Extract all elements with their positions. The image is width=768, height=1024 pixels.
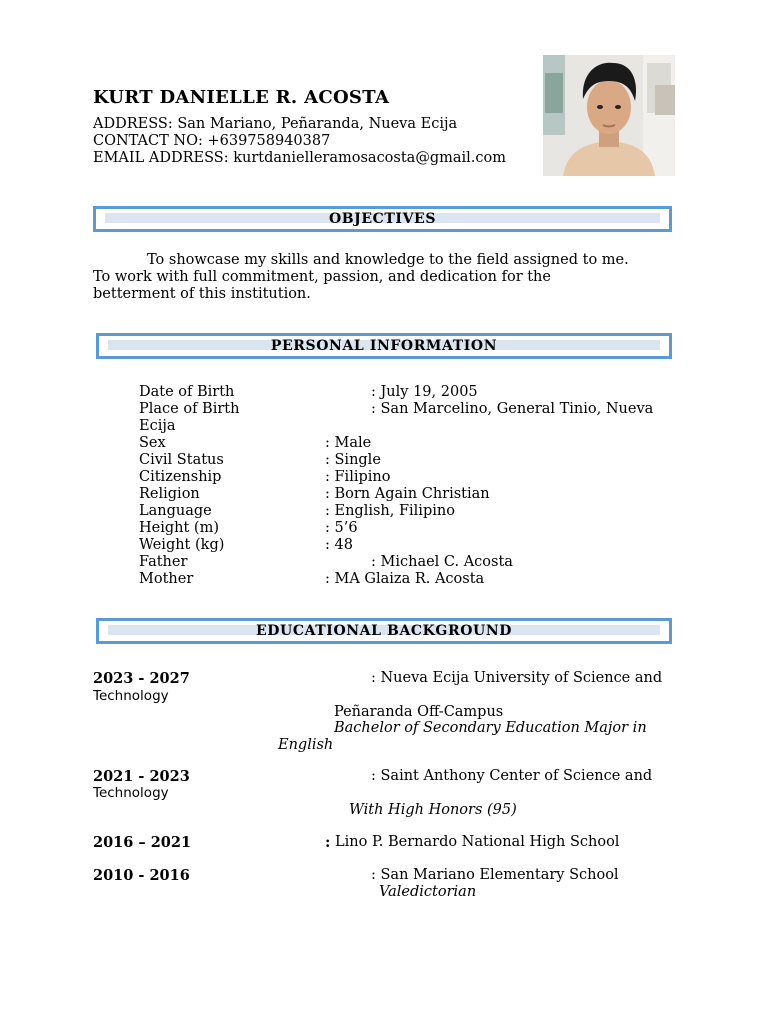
pi-value: : San Marcelino, General Tinio, Nueva [371, 401, 654, 417]
edu-school: : Saint Anthony Center of Science and [371, 768, 653, 784]
pi-label: Date of Birth [139, 384, 235, 400]
pi-label: Father [139, 554, 188, 570]
email-line: EMAIL ADDRESS: kurtdanielleramosacosta@gmail.com [93, 150, 506, 166]
profile-photo [543, 55, 675, 176]
applicant-name: KURT DANIELLE R. ACOSTA [93, 87, 390, 108]
pi-value: : Filipino [325, 469, 391, 485]
pi-label: Citizenship [139, 469, 222, 485]
edu-school: : Nueva Ecija University of Science and [371, 670, 663, 686]
edu-years: 2023 - 2027 [93, 670, 190, 687]
objectives-text [93, 252, 673, 303]
edu-years: 2021 - 2023 [93, 768, 190, 785]
pi-value: : Michael C. Acosta [371, 554, 513, 570]
pi-label: Civil Status [139, 452, 224, 468]
edu-degree: Bachelor of Secondary Education Major in [334, 720, 647, 736]
pi-label: Language [139, 503, 212, 519]
pi-value: : 5’6 [325, 520, 358, 536]
edu-school: Lino P. Bernardo National High School [335, 834, 620, 850]
edu-honor: Valedictorian [379, 884, 477, 900]
address-line: ADDRESS: San Mariano, Peñaranda, Nueva Ecija [93, 116, 458, 132]
objective-line: To showcase my skills and knowledge to the field assigned to me. [147, 252, 629, 268]
pi-label: Mother [139, 571, 194, 587]
pi-label: Height (m) [139, 520, 219, 536]
edu-years: 2016 – 2021 [93, 834, 192, 851]
pi-label: Sex [139, 435, 166, 451]
pi-label: Weight (kg) [139, 537, 225, 553]
section-title: EDUCATIONAL BACKGROUND [256, 623, 512, 638]
pi-value: : Born Again Christian [325, 486, 490, 502]
edu-school: : San Mariano Elementary School [371, 867, 619, 883]
edu-years: 2010 - 2016 [93, 867, 190, 884]
edu-degree-cont: English [278, 737, 334, 753]
objective-line: To work with full commitment, passion, and dedication for the [93, 269, 551, 285]
contact-line: CONTACT NO: +639758940387 [93, 133, 331, 149]
edu-school-cont: Technology [93, 785, 169, 801]
pi-value: : July 19, 2005 [371, 384, 478, 400]
pi-label: Religion [139, 486, 200, 502]
section-objectives [93, 206, 672, 232]
pi-value: : Single [325, 452, 381, 468]
objective-line: betterment of this institution. [93, 286, 311, 302]
edu-colon: : [325, 834, 331, 851]
pi-value: : Male [325, 435, 372, 451]
pi-label: Place of Birth [139, 401, 240, 417]
section-educational-background [96, 618, 672, 644]
edu-school-cont: Technology [93, 688, 169, 704]
section-title: OBJECTIVES [328, 211, 437, 226]
pi-value: : 48 [325, 537, 353, 553]
edu-campus: Peñaranda Off-Campus [334, 704, 504, 720]
edu-honor: With High Honors (95) [349, 802, 517, 818]
section-personal-information [96, 333, 672, 359]
pi-label-cont: Ecija [139, 418, 176, 434]
pi-value: : MA Glaiza R. Acosta [325, 571, 485, 587]
section-title: PERSONAL INFORMATION [270, 338, 498, 353]
pi-value: : English, Filipino [325, 503, 455, 519]
